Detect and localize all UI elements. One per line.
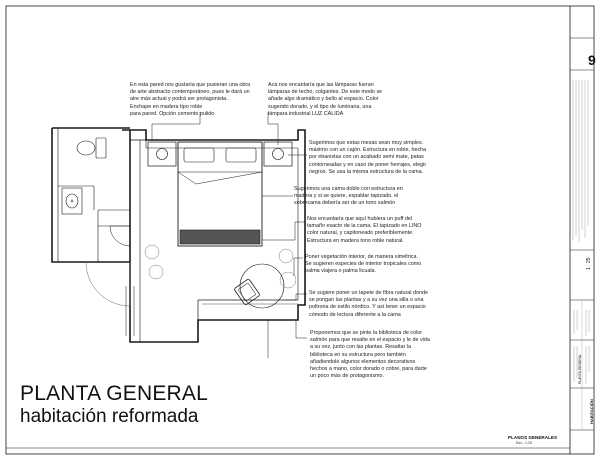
note-rug: Se sugiere poner un tapete de fibra natural donde se pongan las plantas y a su vez una silla o una poltrona de estilo nórdico. Y así tener un espacio cómodo de lectura diferente a la cama: [309, 290, 428, 318]
floor-plan: [52, 128, 305, 342]
bathroom-walls: [52, 128, 130, 262]
scale-label: 1 : 25: [586, 257, 592, 270]
note-art-wall: En esta pared nos gustaría que pusieran una obra de arte abstracto contemporáneo, pues le dará un aire más actual y podrá ser protagonista. Enchape en madera tipo roble para pared. Opción cemento pulido: [130, 82, 251, 117]
note-bookcase: Proponemos que se pinte la biblioteca de color salmón para que resalte en el espacio y le de vida a su vez, junto con las plantas. Resaltar la biblioteca en su estructura pero también añadiendole algunos elementos decorativos hechos a mano, color dorado o cobre, para darte un poco más de protagonismo.: [310, 330, 430, 380]
titleblock-mark: 9: [588, 52, 596, 68]
plants: [145, 245, 296, 288]
toilet-fixture: [77, 138, 106, 158]
rug: [240, 264, 284, 308]
armchair: [234, 279, 260, 306]
title-block: [570, 6, 594, 454]
titleblock-title: HABITACIÓN: [589, 399, 594, 424]
sink-fixture: [62, 188, 82, 214]
plans-sublabel: Esc.: 1:25: [516, 441, 532, 445]
sheet-title: PLANTA GENERAL: [20, 382, 208, 405]
note-bed: Sugerimos una cama doble con estructura en madera y si se quiere, espaldar tapizado. el sobrecama debería ser de un tono salmón: [294, 186, 403, 207]
titleblock-name: PLANTA GENERAL: [578, 354, 582, 384]
nightstand-left: [148, 142, 176, 166]
plans-label: PLANOS GENERALES: [508, 435, 558, 440]
nightstand-right: [264, 142, 292, 166]
note-pouf: Nos encantaría que aquí hubiera un puff del tamaño exacto de la cama. El tapizado en LINO color natural, y capitoneado preferiblemente. Estructura en madera tono roble natural.: [307, 216, 422, 244]
note-pendant-lamps: Acá nos encantaría que las lámparas fueran lámparas de techo, colgantes. De este modo se añade algo dramático y bello al espacio. Color sugerido dorado, y el tipo de luminaria, una lámpara industrial LUZ CÁLIDA: [268, 82, 383, 117]
sheet-subtitle: habitación reformada: [20, 406, 199, 427]
note-nightstands: Sugerimos que estas mesas sean muy simples. máximo con un cajón. Estructura en roble, hecha por ebanistas con un acabado semi mate, patas contorneadas y en caso de poner herrajes, elegir negros. Se usa la misma estructura de la cama.: [309, 140, 427, 175]
door-swing-main: [86, 262, 130, 306]
door-swing-bath: [110, 226, 130, 246]
note-plants: Poner vegetación interior, de manera simétrica. Se sugieren especies de interior tropicales como palma viajera o palma licuala.: [305, 254, 422, 275]
pouf: [180, 230, 260, 244]
